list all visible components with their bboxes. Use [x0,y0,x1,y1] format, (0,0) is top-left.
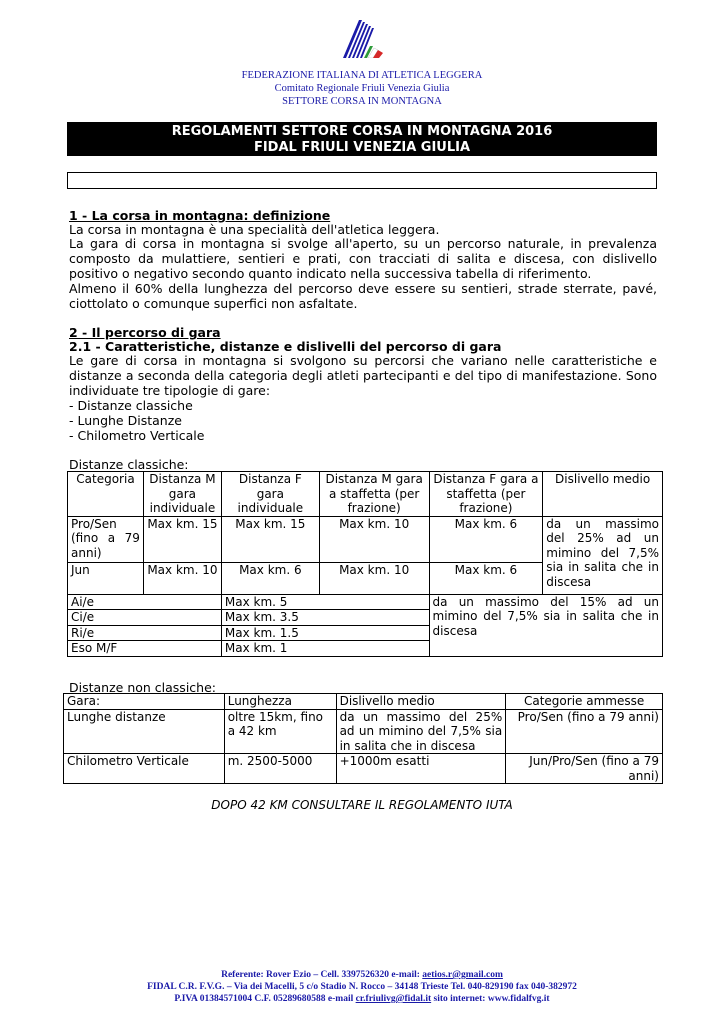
section1-p3: Almeno il 60% della lunghezza del percorso deve essere su sentieri, strade sterrate, pavé, ciottolato o comunque superfici non asfaltate. [69,281,657,311]
table-cell: Max km. 1 [221,641,429,657]
table-header: Distanza M gara individuale [143,472,221,517]
list-item: - Chilometro Verticale [69,428,205,443]
table-cell: Eso M/F [68,641,222,657]
table1-caption: Distanze classiche: [69,457,189,472]
list-item: - Distanze classiche [69,398,193,413]
footer-website: sito internet: www.fidalfvg.it [431,994,550,1004]
table-cell: Ri/e [68,625,222,641]
section2-subheading: 2.1 - Caratteristiche, distanze e dislivelli del percorso di gara [69,339,502,354]
table-header: Categorie ammesse [506,694,663,710]
table-cell: Max km. 6 [429,516,543,562]
table-cell: oltre 15km, fino a 42 km [224,709,336,754]
table-header-row [64,694,663,710]
table-header: Dislivello medio [336,694,506,710]
table-row [64,709,663,754]
table-cell: Max km. 15 [221,516,319,562]
title-line-2: FIDAL FRIULI VENEZIA GIULIA [253,140,471,155]
table-cell: Max km. 10 [319,516,429,562]
table-cell-dislivello-youth: da un massimo del 15% ad un mimino del 7,5% sia in salita che in discesa [429,594,662,656]
table-cell: Pro/Sen (fino a 79 anni) [506,709,663,754]
table-cell: +1000m esatti [336,754,506,784]
footer-address: FIDAL C.R. F.V.G. – Via dei Macelli, 5 c/o Stadio N. Rocco – 34148 Trieste Tel. 040-829190 fax 040-382972 [147,982,577,992]
table-cell: da un massimo del 25% ad un mimino del 7,5% sia in salita che in discesa [336,709,506,754]
table-cell: Max km. 3.5 [221,610,429,626]
table-header: Distanza F gara a staffetta (per frazione) [429,472,543,517]
sector-name: SETTORE CORSA IN MONTAGNA [282,96,442,107]
table-header: Distanza F gara individuale [221,472,319,517]
table-cell: Max km. 15 [143,516,221,562]
table-cell-dislivello: da un massimo del 25% ad un mimino del 7,5% sia in salita che in discesa [543,516,663,594]
table-cell: Lunghe distanze [64,709,225,754]
fidal-logo [337,18,387,58]
list-item: - Lunghe Distanze [69,413,182,428]
title-line-1: REGOLAMENTI SETTORE CORSA IN MONTAGNA 2016 [171,124,553,139]
classic-distances-table [67,471,663,657]
footer-contact [0,969,724,981]
title-banner [67,122,657,156]
section1-p2: La gara di corsa in montagna si svolge all'aperto, su un percorso naturale, in prevalenza composto da mulattiere, sentieri e prati, con tracciati di salita e discesa, con dislivello positivo o negativo secondo quanto indicato nella successiva tabella di riferimento. [69,236,657,281]
iuta-note: DOPO 42 KM CONSULTARE IL REGOLAMENTO IUTA [211,798,513,812]
section1-p1: La corsa in montagna è una specialità dell'atletica leggera. [69,222,440,237]
table-row [64,754,663,784]
empty-box [67,172,657,189]
footer-ids [0,993,724,1005]
table-cell: Chilometro Verticale [64,754,225,784]
committee-name: Comitato Regionale Friuli Venezia Giulia [274,83,450,94]
section2-p1: Le gare di corsa in montagna si svolgono su percorsi che variano nelle caratteristiche e distanze a seconda della categoria degli atleti partecipanti e del tipo di manifestazione. Sono individuate tre tipologie di gare: [69,353,657,398]
federation-name: FEDERAZIONE ITALIANA DI ATLETICA LEGGERA [241,70,483,81]
table-cell: m. 2500-5000 [224,754,336,784]
table-cell: Max km. 10 [319,562,429,594]
table-header: Dislivello medio [543,472,663,517]
non-classic-distances-table [63,693,663,784]
table-row [68,516,663,562]
table-cell: Jun/Pro/Sen (fino a 79 anni) [506,754,663,784]
table-header: Categoria [68,472,144,517]
table-cell: Ci/e [68,610,222,626]
contact-email-link[interactable]: aetios.r@gmail.com [422,970,503,980]
table-header: Distanza M gara a staffetta (per frazione) [319,472,429,517]
table-cell: Max km. 6 [221,562,319,594]
table-header-row [68,472,663,517]
table-cell: Max km. 5 [221,594,429,610]
table-header: Gara: [64,694,225,710]
footer-ids-text: P.IVA 01384571004 C.F. 05289680588 e-mail [174,994,356,1004]
table-cell: Max km. 10 [143,562,221,594]
table-row [68,594,663,610]
table-cell: Jun [68,562,144,594]
table-cell: Pro/Sen (fino a 79 anni) [68,516,144,562]
footer-contact-text: Referente: Rover Ezio – Cell. 3397526320 e-mail: [221,970,423,980]
section1-heading: 1 - La corsa in montagna: definizione [69,208,331,223]
table-cell: Max km. 6 [429,562,543,594]
section2-heading: 2 - Il percorso di gara [69,325,221,340]
fidal-email-link[interactable]: cr.friulivg@fidal.it [355,994,432,1004]
table-cell: Ai/e [68,594,222,610]
table-header: Lunghezza [224,694,336,710]
table2-caption: Distanze non classiche: [69,680,216,695]
table-cell: Max km. 1.5 [221,625,429,641]
